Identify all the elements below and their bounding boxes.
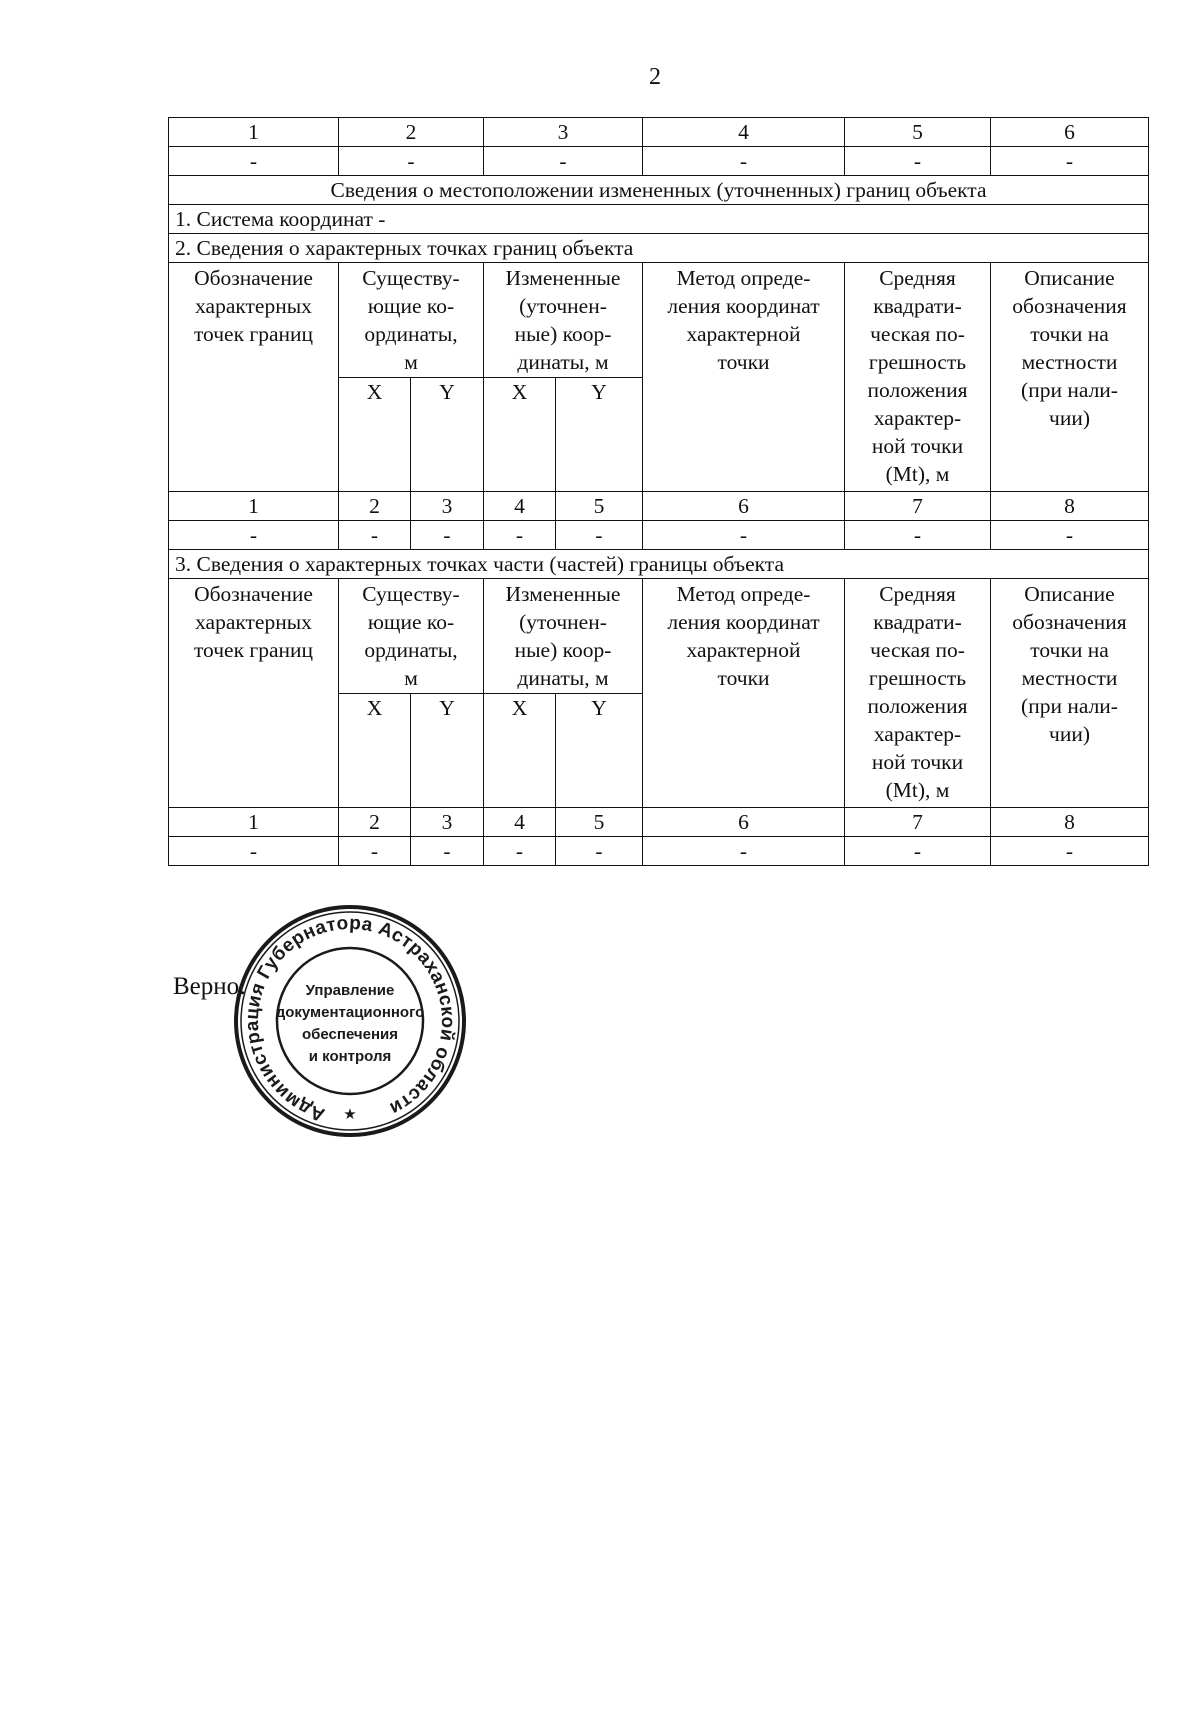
page-number: 2 xyxy=(649,64,661,90)
table-cell: 7 xyxy=(845,492,991,521)
section3-title: 3. Сведения о характерных точках части (частей) границы объекта xyxy=(169,550,1149,579)
section-title-row xyxy=(169,176,1149,205)
official-seal xyxy=(232,903,468,1139)
table-cell: 1 xyxy=(169,808,339,837)
col-mean-error: Средняя квадрати- ческая по- грешность положения характер- ной точки (Mt), м xyxy=(845,263,991,492)
section2-header-row xyxy=(169,263,1149,378)
col-description: Описание обозначения точки на местности (при нали- чии) xyxy=(991,263,1149,492)
table-cell: - xyxy=(169,521,339,550)
table-cell: 3 xyxy=(411,808,484,837)
table-cell: 2 xyxy=(339,808,411,837)
section-title: Сведения о местоположении измененных (уточненных) границ объекта xyxy=(169,176,1149,205)
table-cell: 3 xyxy=(484,118,643,147)
table-cell: 4 xyxy=(484,808,556,837)
x-label: X xyxy=(339,378,411,492)
table-cell: - xyxy=(845,837,991,866)
x-label: X xyxy=(484,378,556,492)
col-description: Описание обозначения точки на местности (при нали- чии) xyxy=(991,579,1149,808)
section3-numbering-row xyxy=(169,808,1149,837)
section3-header-row xyxy=(169,579,1149,694)
section3-dash-row xyxy=(169,837,1149,866)
table-cell: - xyxy=(339,521,411,550)
table-cell: - xyxy=(339,837,411,866)
col-existing-coords: Существу- ющие ко- ординаты, м xyxy=(339,263,484,378)
col-method: Метод опреде- ления координат характерной точки xyxy=(643,263,845,492)
table-cell: 4 xyxy=(643,118,845,147)
table-cell: - xyxy=(411,837,484,866)
x-label: X xyxy=(339,694,411,808)
table-cell: 2 xyxy=(339,118,484,147)
section3-title-row xyxy=(169,550,1149,579)
col-method: Метод опреде- ления координат характерной точки xyxy=(643,579,845,808)
col-mean-error: Средняя квадрати- ческая по- грешность положения характер- ной точки (Mt), м xyxy=(845,579,991,808)
seal-center-line: и контроля xyxy=(308,1048,392,1065)
table-cell: - xyxy=(484,837,556,866)
col-changed-coords: Измененные (уточнен- ные) коор- динаты, м xyxy=(484,579,643,694)
y-label: Y xyxy=(411,378,484,492)
section2-numbering-row xyxy=(169,492,1149,521)
table-cell: 5 xyxy=(556,808,643,837)
y-label: Y xyxy=(556,694,643,808)
table-cell: - xyxy=(484,521,556,550)
table-cell: - xyxy=(411,521,484,550)
table-cell: - xyxy=(991,521,1149,550)
table-cell: - xyxy=(643,147,845,176)
table-cell: 2 xyxy=(339,492,411,521)
table-cell: - xyxy=(169,837,339,866)
table-cell: - xyxy=(484,147,643,176)
seal-inner-ring xyxy=(277,948,423,1094)
y-label: Y xyxy=(411,694,484,808)
table-cell: 6 xyxy=(643,492,845,521)
table-cell: 6 xyxy=(991,118,1149,147)
section2-dash-row xyxy=(169,521,1149,550)
table-cell: 1 xyxy=(169,118,339,147)
col-changed-coords: Измененные (уточнен- ные) коор- динаты, м xyxy=(484,263,643,378)
boundary-info-table xyxy=(168,117,1149,866)
table-cell: 3 xyxy=(411,492,484,521)
seal-center-line: обеспечения xyxy=(301,1026,399,1043)
y-label: Y xyxy=(556,378,643,492)
seal-center-line: Управление xyxy=(305,982,395,999)
verno-label: Верно: xyxy=(173,973,247,1000)
table-cell: - xyxy=(845,521,991,550)
table-cell: 4 xyxy=(484,492,556,521)
col-point-designation: Обозначение характерных точек границ xyxy=(169,263,339,492)
col-existing-coords: Существу- ющие ко- ординаты, м xyxy=(339,579,484,694)
table-cell: - xyxy=(643,521,845,550)
seal-center-line: документационного xyxy=(275,1004,425,1021)
table-cell: 5 xyxy=(845,118,991,147)
seal-ring-text: Администрация Губернатора Астраханской области xyxy=(241,912,459,1126)
table-cell: - xyxy=(339,147,484,176)
table-cell: 8 xyxy=(991,808,1149,837)
seal-graphic xyxy=(232,903,468,1139)
coord-system-label: 1. Система координат - xyxy=(169,205,1149,234)
table-cell: - xyxy=(556,521,643,550)
seal-star: ★ xyxy=(343,1106,357,1123)
table-cell: 6 xyxy=(643,808,845,837)
table-cell: 8 xyxy=(991,492,1149,521)
table-cell: - xyxy=(556,837,643,866)
table-cell: - xyxy=(643,837,845,866)
coord-system-row xyxy=(169,205,1149,234)
table-cell: - xyxy=(991,837,1149,866)
col-point-designation: Обозначение характерных точек границ xyxy=(169,579,339,808)
table-cell: 1 xyxy=(169,492,339,521)
x-label: X xyxy=(484,694,556,808)
seal-outer-ring xyxy=(236,907,464,1135)
section2-title: 2. Сведения о характерных точках границ объекта xyxy=(169,234,1149,263)
table-cell: - xyxy=(991,147,1149,176)
section2-title-row xyxy=(169,234,1149,263)
table-cell: 7 xyxy=(845,808,991,837)
table-cell: 5 xyxy=(556,492,643,521)
top-dash-row xyxy=(169,147,1149,176)
table-cell: - xyxy=(845,147,991,176)
top-header-row xyxy=(169,118,1149,147)
table-cell: - xyxy=(169,147,339,176)
